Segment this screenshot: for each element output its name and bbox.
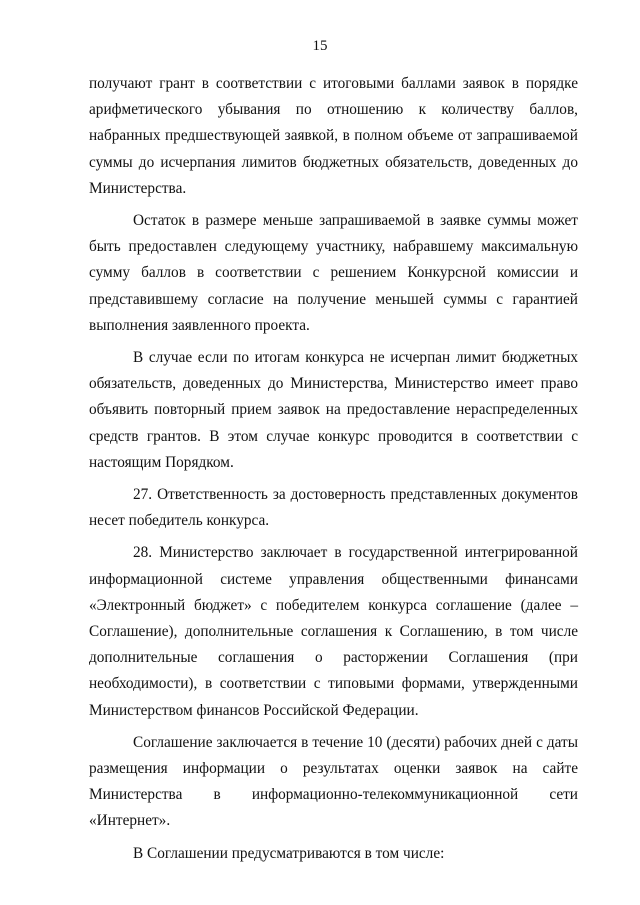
paragraph-clause-28: 28. Министерство заключает в государственной интегрированной информационной системе управления общественными финансами «Электронный бюджет» с победителем конкурса соглашение (далее – Соглашение), дополнительные соглашения к Соглашению, в том числе дополнительные соглашения о расторжении Соглашения (при необходимости), в соответствии с типовыми формами, утвержденными Министерством финансов Российской Федерации. <box>89 544 578 719</box>
paragraph-continuation: получают грант в соответствии с итоговыми баллами заявок в порядке арифметического убывания по отношению к количеству баллов, набранных предшествующей заявкой, в полном объеме от запрашиваемой суммы до исчерпания лимитов бюджетных обязательств, доведенных до Министерства. <box>89 75 578 197</box>
paragraph-remainder: Остаток в размере меньше запрашиваемой в заявке суммы может быть предоставлен следующему участнику, набравшему максимальную сумму баллов в соответствии с решением Конкурсной комиссии и представившему согласие на получение меньшей суммы с гарантией выполнения заявленного проекта. <box>89 212 578 334</box>
page-number: 15 <box>312 38 328 54</box>
paragraph-agreement-provisions: В Соглашении предусматриваются в том числе: <box>133 844 445 862</box>
document-body <box>89 71 578 873</box>
paragraph-agreement-term: Соглашение заключается в течение 10 (десяти) рабочих дней с даты размещения информации о результатах оценки заявок на сайте Министерства в информационно-телекоммуникационной сети «Интернет». <box>89 733 578 830</box>
paragraph-clause-27: 27. Ответственность за достоверность представленных документов несет победитель конкурса. <box>89 486 578 530</box>
paragraph-repeat-intake: В случае если по итогам конкурса не исчерпан лимит бюджетных обязательств, доведенных до Министерства, Министерство имеет право объявить повторный прием заявок на предоставление нераспределенных средств грантов. В этом случае конкурс проводится в соответствии с настоящим Порядком. <box>89 349 578 471</box>
